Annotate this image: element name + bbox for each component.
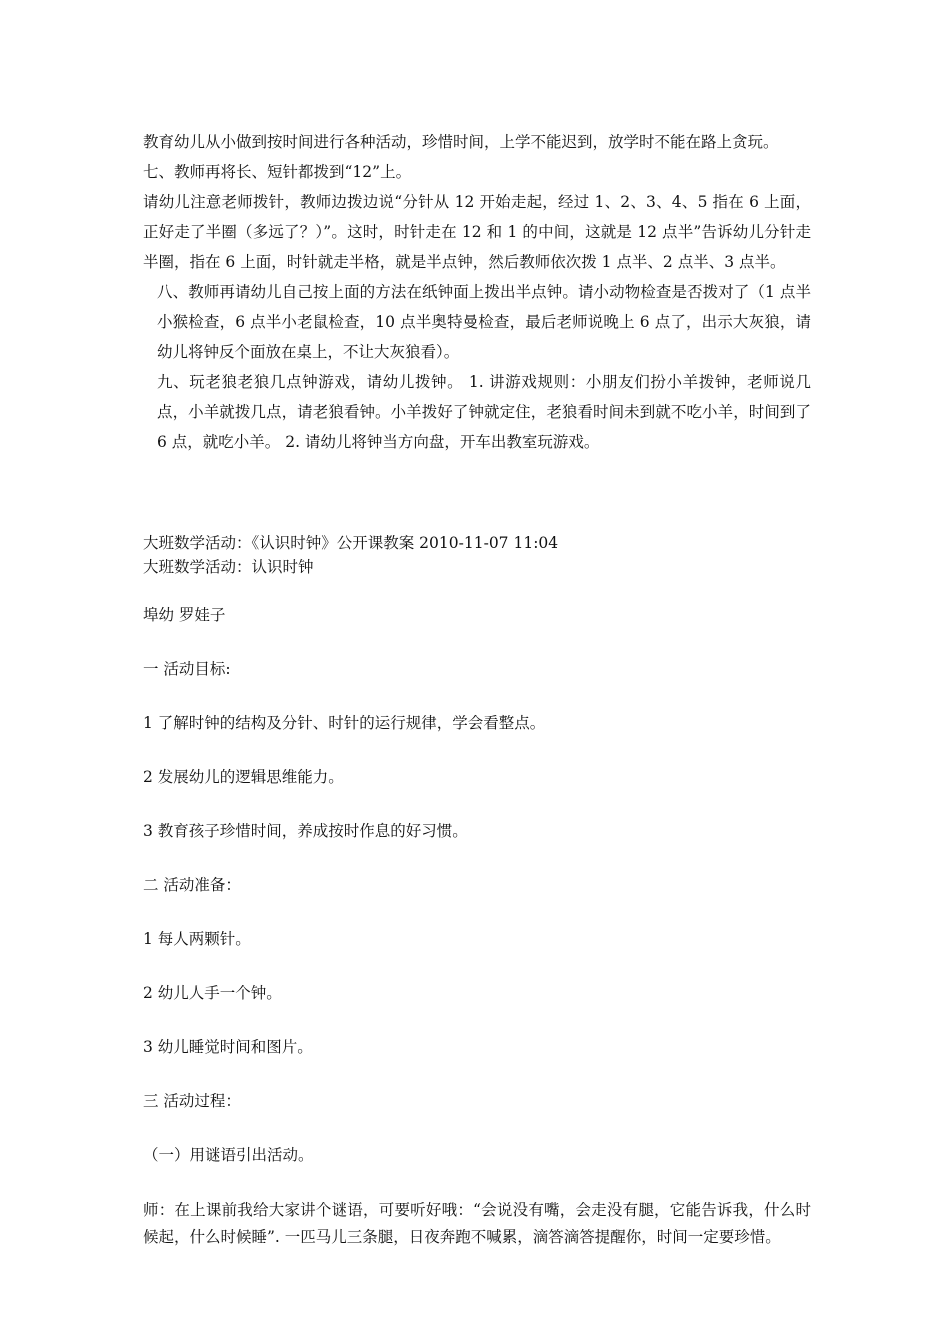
heading-preparation: 二 活动准备： [143, 876, 241, 894]
lesson-subtitle: 大班数学活动：认识时钟 [143, 558, 314, 576]
lesson-steps-section [143, 127, 811, 457]
riddle-paragraph: 师：在上课前我给大家讲个谜语，可要听好哦：“会说没有嘴，会走没有腿，它能告诉我，什么时候起，什么时候睡”. 一匹马儿三条腿，日夜奔跑不喊累，滴答滴答提醒你，时间一定要珍惜。 [143, 1201, 811, 1246]
paragraph-time-education: 教育幼儿从小做到按时间进行各种活动，珍惜时间，上学不能迟到，放学时不能在路上贪玩。 [143, 133, 779, 151]
lesson-header-section [143, 531, 811, 579]
paragraph-step-nine: 九、玩老狼老狼几点钟游戏，请幼儿拨钟。 1. 讲游戏规则：小朋友们扮小羊拨钟，老师说几点，小羊就拨几点，请老狼看钟。小羊拨好了钟就定住，老狼看时间未到就不吃小羊，时间到了 6 点，就吃小羊。 2. 请幼儿将钟当方向盘，开车出教室玩游戏。 [157, 373, 811, 451]
paragraph-step-eight: 八、教师再请幼儿自己按上面的方法在纸钟面上拨出半点钟。请小动物检查是否拨对了（1 点半小猴检查，6 点半小老鼠检查，10 点半奥特曼检查，最后老师说晚上 6 点了，出示大灰狼，请幼儿将钟反个面放在桌上，不让大灰狼看）。 [157, 283, 811, 361]
prep-item-2: 2 幼儿人手一个钟。 [143, 984, 282, 1002]
heading-goals: 一 活动目标: [143, 660, 231, 678]
goal-item-3: 3 教育孩子珍惜时间，养成按时作息的好习惯。 [143, 822, 468, 840]
process-step-1: （一）用谜语引出活动。 [143, 1146, 314, 1164]
lesson-title-with-date: 大班数学活动：《认识时钟》公开课教案 2010-11-07 11:04 [143, 534, 559, 552]
lesson-plan-section [143, 603, 811, 1281]
paragraph-half-hour-demo: 请幼儿注意老师拨针，教师边拨边说“分针从 12 开始走起，经过 1、2、3、4、5 指在 6 上面，正好走了半圈（多远了？）”。这时，时针走在 12 和 1 的中间，这就是 12 点半”告诉幼儿分针走半圈，指在 6 上面，时针就走半格，就是半点钟，然后教师依次拨 1 点半、2 点半、3 点半。 [143, 193, 811, 271]
prep-item-1: 1 每人两颗针。 [143, 930, 251, 948]
goal-item-2: 2 发展幼儿的逻辑思维能力。 [143, 768, 344, 786]
heading-process: 三 活动过程： [143, 1092, 241, 1110]
author-line: 埠幼 罗娃子 [143, 606, 226, 624]
goal-item-1: 1 了解时钟的结构及分针、时针的运行规律，学会看整点。 [143, 714, 546, 732]
paragraph-step-seven: 七、教师再将长、短针都拨到“12”上。 [143, 163, 412, 181]
prep-item-3: 3 幼儿睡觉时间和图片。 [143, 1038, 313, 1056]
